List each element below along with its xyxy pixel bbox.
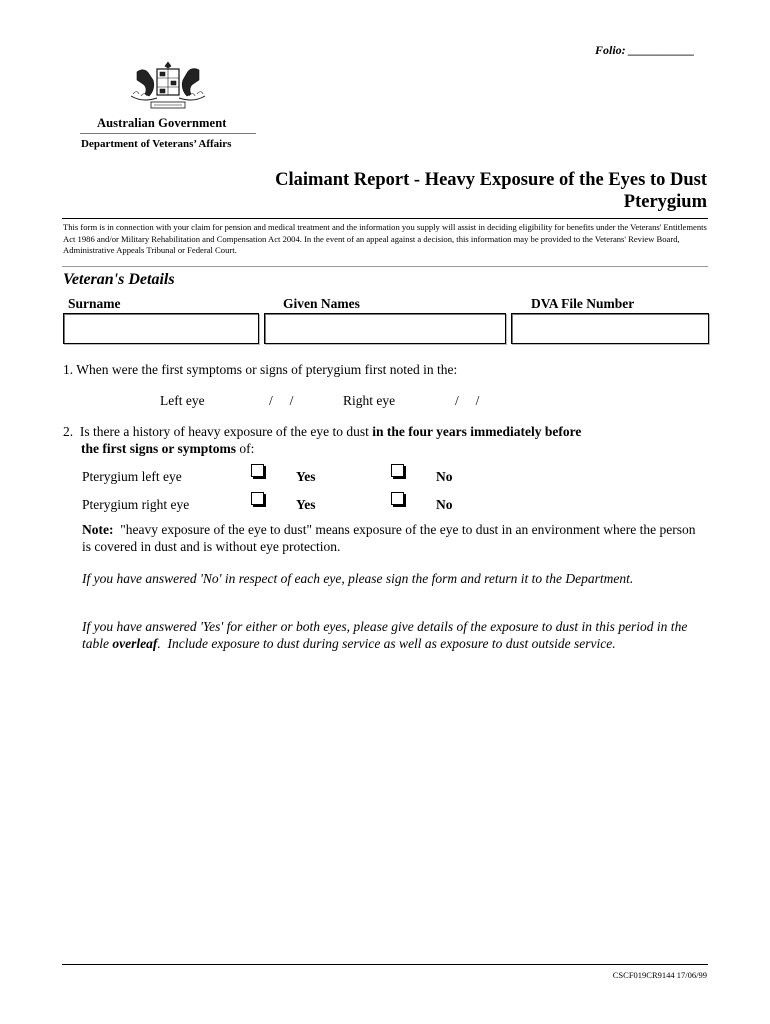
form-code: CSCF019CR9144 17/06/99 xyxy=(612,970,707,980)
instruction-yes-text: If you have answered 'Yes' for either or both eyes, please give details of the exposure to dust in this period in the table xyxy=(82,619,691,651)
left-eye-yes-checkbox[interactable] xyxy=(251,464,264,477)
right-eye-no-checkbox[interactable] xyxy=(391,492,404,505)
pterygium-right-eye-label: Pterygium right eye xyxy=(82,497,190,512)
instruction-no: If you have answered 'No' in respect of each eye, please sign the form and return it to the Department. xyxy=(82,571,634,586)
left-eye-yes-label: Yes xyxy=(296,469,316,484)
surname-label: Surname xyxy=(68,296,121,311)
right-eye-label: Right eye xyxy=(343,393,396,408)
form-title xyxy=(147,169,707,213)
instruction-yes xyxy=(82,618,694,652)
folio-field: Folio: ___________ xyxy=(595,43,695,57)
question-2-emphasis-2: the first signs or symptoms xyxy=(81,441,236,456)
given-names-field[interactable] xyxy=(264,313,506,344)
note-text: "heavy exposure of the eye to dust" means exposure of the eye to dust in an environment where the person is covered in dust and is without eye protection. xyxy=(82,522,699,554)
government-name: Australian Government xyxy=(97,116,227,130)
dva-file-number-label: DVA File Number xyxy=(531,296,635,311)
title-divider xyxy=(62,218,708,219)
right-eye-yes-label: Yes xyxy=(296,497,316,512)
given-names-label: Given Names xyxy=(283,296,360,311)
question-2-text: 2. Is there a history of heavy exposure of the eye to dust xyxy=(63,424,373,439)
right-eye-yes-checkbox[interactable] xyxy=(251,492,264,505)
right-eye-date-field[interactable]: / / xyxy=(455,393,480,408)
instruction-yes-emphasis: overleaf xyxy=(112,636,158,651)
left-eye-no-checkbox[interactable] xyxy=(391,464,404,477)
pterygium-left-eye-label: Pterygium left eye xyxy=(82,469,182,484)
question-1: 1. When were the first symptoms or signs of pterygium first noted in the: xyxy=(63,362,458,377)
surname-field[interactable] xyxy=(63,313,259,344)
instruction-yes-text-end: . Include exposure to dust during service as well as exposure to dust outside service. xyxy=(157,636,616,651)
right-eye-no-label: No xyxy=(436,497,453,512)
footer-divider xyxy=(62,964,708,965)
section-heading-veteran-details: Veteran's Details xyxy=(63,271,175,288)
dva-file-number-field[interactable] xyxy=(511,313,709,344)
form-title-line-2: Pterygium xyxy=(623,192,707,212)
left-eye-date-field[interactable]: / / xyxy=(269,393,294,408)
question-2-emphasis: in the four years immediately before xyxy=(372,424,582,439)
intro-paragraph: This form is in connection with your claim for pension and medical treatment and the information you supply will assist in deciding eligibility for benefits under the Veterans' Entitlements Act 1986 and/or Military Rehabilitation and Compensation Act 2004. In the event of an appeal against a decision, this information may be provided to the Veterans' Review Board, Administrative Appeals Tribunal or Federal Court. xyxy=(63,222,707,255)
left-eye-no-label: No xyxy=(436,469,453,484)
left-eye-label: Left eye xyxy=(160,393,205,408)
coat-of-arms-icon xyxy=(127,60,209,114)
question-2 xyxy=(63,423,703,457)
agency-divider xyxy=(80,133,256,134)
note-label: Note: xyxy=(82,522,114,537)
question-2-text-end: of: xyxy=(236,441,255,456)
department-name: Department of Veterans’ Affairs xyxy=(81,138,232,150)
note-paragraph xyxy=(82,521,704,555)
intro-divider xyxy=(62,266,708,267)
form-title-line-1: Claimant Report - Heavy Exposure of the Eyes to Dust xyxy=(275,170,707,190)
